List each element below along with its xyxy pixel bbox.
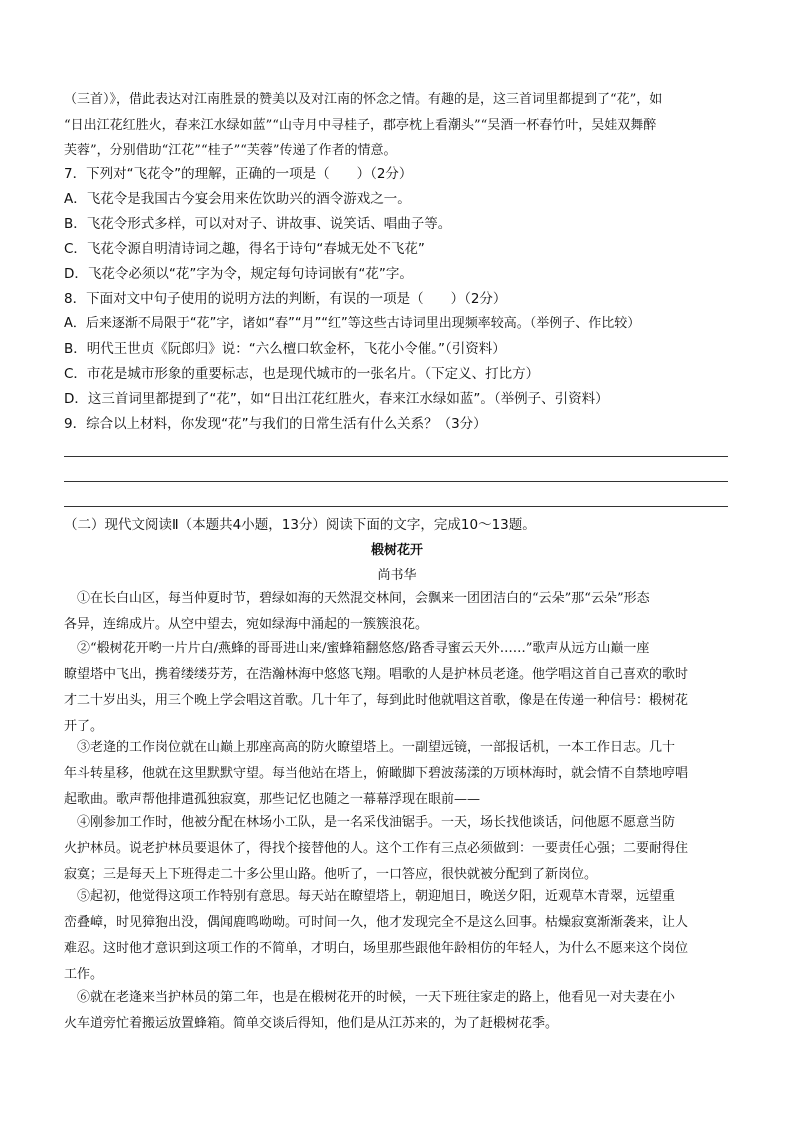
paragraph-line: 起歌曲。歌声帮他排遣孤独寂寞，那些记忆也随之一幕幕浮现在眼前——: [64, 792, 481, 807]
article-title: 椴树花开: [370, 543, 423, 558]
article-author: 尚书华: [377, 568, 417, 583]
paragraph-line: ⑤起初，他觉得这项工作特别有意思。每天站在瞭望塔上，朝迎旭日，晚送夕阳，近观草木青翠，远望重: [77, 889, 676, 904]
paragraph-line: ①在长白山区，每当仲夏时节，碧绿如海的天然混交林间，会飘来一团团洁白的“云朵”那“云朵”形态: [77, 591, 650, 606]
question-7-stem: 7．下列对“飞花令”的理解，正确的一项是（ ）（2分）: [64, 166, 413, 182]
question-8-option-a: A．后来逐渐不局限于“花”字，诸如“春”“月”“红”等这些古诗词里出现频率较高。（举例子、作比较）: [64, 316, 641, 331]
paragraph-line: ⑥就在老逄来当护林员的第二年，也是在椴树花开的时候，一天下班往家走的路上，他看见一对夫妻在小: [77, 990, 676, 1005]
question-7-option-c: C．飞花令源自明清诗词之趣，得名于诗句“春城无处不飞花”: [64, 241, 425, 257]
article-paragraph-2: [64, 636, 730, 740]
paragraph-line: ④刚参加工作时，他被分配在林场小工队，是一名采伐油锯手。一天，场长找他谈话，问他愿不愿意当防: [77, 815, 676, 830]
article-paragraph-1: [64, 586, 730, 638]
answer-line[interactable]: [64, 481, 728, 482]
paragraph-line: 开了。: [64, 719, 104, 734]
paragraph-line: ③老逄的工作岗位就在山巅上那座高高的防火瞭望塔上。一副望远镜，一部报话机，一本工作日志。几十: [77, 740, 676, 755]
paragraph-line: 峦叠嶂，时见獐狍出没，偶闻鹿鸣呦呦。可时间一久，他才发现完全不是这么回事。枯燥寂寞渐渐袭来，让人: [64, 915, 689, 930]
intro-line: 芙蓉”，分别借助“江花”“桂子”“芙蓉”传递了作者的情意。: [64, 143, 397, 158]
paragraph-line: 各异，连绵成片。从空中望去，宛如绿海中涌起的一簇簇浪花。: [64, 617, 429, 632]
question-7-option-b: B．飞花令形式多样，可以对对子、讲故事、说笑话、唱曲子等。: [64, 216, 452, 232]
paragraph-line: 难忍。这时他才意识到这项工作的不简单，才明白，场里那些跟他年龄相仿的年轻人，为什么不愿来这个岗位: [64, 941, 689, 956]
intro-line: （三首）》，借此表达对江南胜景的赞美以及对江南的怀念之情。有趣的是，这三首词里都提到了“花”，如: [64, 92, 663, 107]
paragraph-line: ②“椴树花开哟一片片白/燕蜂的哥哥进山来/蜜蜂箱翻悠悠/路香寻蜜云天外……”歌声从远方山巅一座: [77, 641, 650, 656]
paragraph-line: 年斗转星移，他就在这里默默守望。每当他站在塔上，俯瞰脚下碧波荡漾的万顷林海时，就会情不自禁地哼唱: [64, 766, 689, 781]
article-paragraph-6: [64, 985, 730, 1037]
article-paragraph-5: [64, 884, 730, 988]
intro-line: “日出江花红胜火，春来江水绿如蓝”“山寺月中寻桂子，郡亭枕上看潮头”“吴酒一杯春竹叶，吴娃双舞醉: [64, 118, 657, 133]
answer-line[interactable]: [64, 506, 728, 507]
question-7-option-d: D．飞花令必须以“花”字为令，规定每句诗词嵌有“花”字。: [64, 266, 413, 282]
paragraph-line: 瞭望塔中飞出，携着缕缕芬芳，在浩瀚林海中悠悠飞翔。唱歌的人是护林员老逄。他学唱这首自己喜欢的歌时: [64, 667, 689, 682]
answer-line[interactable]: [64, 456, 728, 457]
question-8-option-b: B．明代王世贞《阮郎归》说：“六么檀口软金杯，飞花小令催。”（引资料）: [64, 341, 506, 357]
question-8-option-d: D．这三首词里都提到了“花”，如“日出江花红胜火，春来江水绿如蓝”。（举例子、引资料）: [64, 391, 609, 407]
article-paragraph-4: [64, 810, 730, 888]
question-9-stem: 9．综合以上材料，你发现“花”与我们的日常生活有什么关系？（3分）: [64, 416, 487, 432]
section-2-header: （二）现代文阅读Ⅱ（本题共4小题，13分）阅读下面的文字，完成10～13题。: [64, 517, 536, 533]
paragraph-line: 才二十岁出头，用三个晚上学会唱这首歌。几十年了，每到此时他就唱这首歌，像是在传递一种信号：椴树花: [64, 693, 689, 708]
question-8-stem: 8．下面对文中句子使用的说明方法的判断，有误的一项是（ ）（2分）: [64, 291, 507, 307]
paragraph-line: 工作。: [64, 967, 104, 982]
question-8-option-c: C．市花是城市形象的重要标志，也是现代城市的一张名片。（下定义、打比方）: [64, 366, 540, 382]
paragraph-line: 火车道旁忙着搬运放置蜂箱。简单交谈后得知，他们是从江苏来的，为了赶椴树花季。: [64, 1016, 559, 1031]
question-7-option-a: A．飞花令是我国古今宴会用来佐饮助兴的酒令游戏之一。: [64, 191, 411, 207]
paragraph-line: 火护林员。说老护林员要退休了，得找个接替他的人。这个工作有三点必须做到：一要责任心强；二要耐得住: [64, 841, 689, 856]
article-paragraph-3: [64, 735, 730, 813]
paragraph-line: 寂寞；三是每天上下班得走二十多公里山路。他听了，一口答应，很快就被分配到了新岗位。: [64, 867, 598, 882]
